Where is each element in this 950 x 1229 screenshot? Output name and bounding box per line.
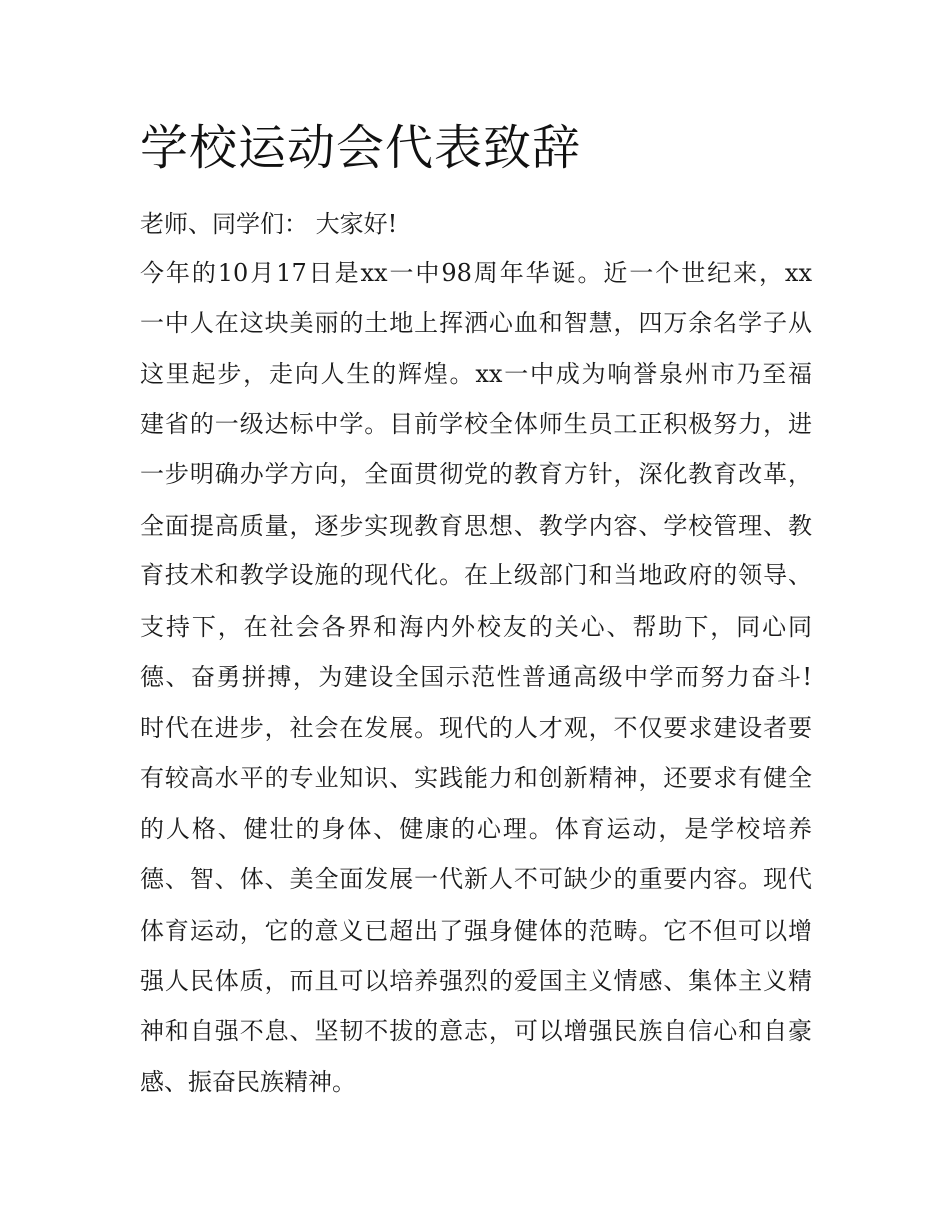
- paragraph-line: 有较高水平的专业知识、实践能力和创新精神，还要求有健全: [140, 764, 812, 792]
- paragraph-line: 感、振奋民族精神。: [140, 1068, 356, 1096]
- paragraph-line: 德、智、体、美全面发展一代新人不可缺少的重要内容。现代: [140, 865, 812, 893]
- paragraph-line: 全面提高质量，逐步实现教育思想、教学内容、学校管理、教: [140, 512, 812, 540]
- paragraph-line: 德、奋勇拼搏，为建设全国示范性普通高级中学而努力奋斗!: [140, 663, 812, 691]
- paragraph-line: 建省的一级达标中学。目前学校全体师生员工正积极努力，进: [140, 410, 812, 438]
- paragraph-line: 一步明确办学方向，全面贯彻党的教育方针，深化教育改革，: [140, 460, 812, 488]
- paragraph-line: 育技术和教学设施的现代化。在上级部门和当地政府的领导、: [140, 561, 812, 589]
- paragraph-line: 神和自强不息、坚韧不拔的意志，可以增强民族自信心和自豪: [140, 1017, 812, 1045]
- document-title: 学校运动会代表致辞: [140, 120, 582, 176]
- paragraph-line: 强人民体质，而且可以培养强烈的爱国主义情感、集体主义精: [140, 967, 812, 995]
- greeting-line: 老师、同学们： 大家好!: [140, 210, 398, 238]
- paragraph-line: 今年的10月17日是xx一中98周年华诞。近一个世纪来，xx: [140, 259, 812, 287]
- paragraph-line: 这里起步，走向人生的辉煌。xx一中成为响誉泉州市乃至福: [140, 360, 812, 388]
- paragraph-line: 支持下，在社会各界和海内外校友的关心、帮助下，同心同: [140, 613, 812, 641]
- paragraph-line: 一中人在这块美丽的土地上挥洒心血和智慧，四万余名学子从: [140, 309, 812, 337]
- paragraph-line: 的人格、健壮的身体、健康的心理。体育运动，是学校培养: [140, 815, 812, 843]
- paragraph-line: 时代在进步，社会在发展。现代的人才观，不仅要求建设者要: [140, 714, 812, 742]
- paragraph-line: 体育运动，它的意义已超出了强身健体的范畴。它不但可以增: [140, 917, 812, 945]
